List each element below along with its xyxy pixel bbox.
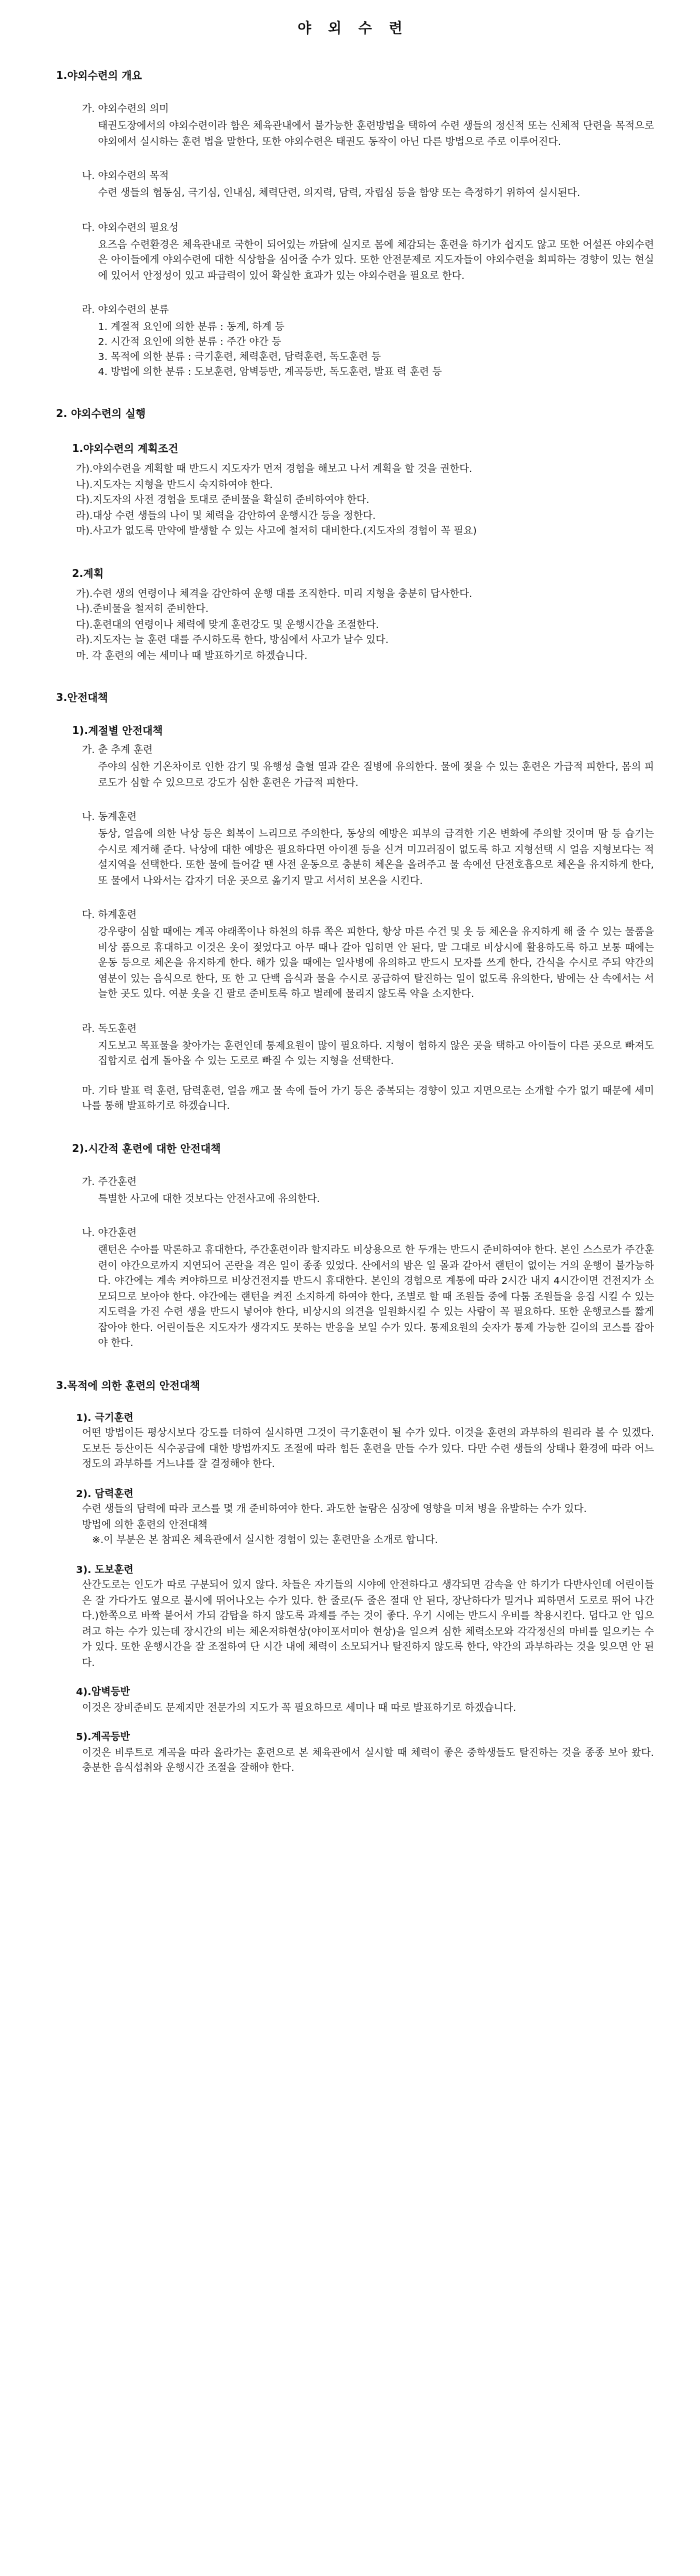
item-heading: 가. 주간훈련	[82, 1176, 137, 1188]
s3-purpose-item-5	[76, 1730, 654, 1777]
item-body: 지도보고 목표물을 찾아가는 훈련인데 통제요원이 많이 필요하다. 지형이 험하지 않은 곳을 택하고 아이들이 다른 곳으로 빠져도 집합지로 쉽게 돌아올 수 있는 도로로 빠질 수 있는 지형을 선택한다.	[98, 1040, 654, 1067]
section-3-heading: 3.안전대책	[56, 692, 108, 704]
item-heading: 3). 도보훈련	[76, 1564, 134, 1576]
item-body: 주야의 심한 기온차이로 인한 감기 및 유행성 출혈 열과 같은 질병에 유의한다. 물에 젖을 수 있는 훈련은 가급적 피한다, 몸의 피로도가 심할 수 있으므로 강도가 심한 훈련은 가급적 피한다.	[98, 762, 654, 789]
list-line: 2. 시간적 요인에 의한 분류 : 주간 야간 등	[98, 337, 282, 348]
s1-item-4	[82, 304, 654, 380]
item-heading: 5).계곡등반	[76, 1732, 130, 1743]
s2-plan-list	[76, 587, 654, 665]
item-body: 산간도로는 인도가 따로 구분되어 있지 않다. 차들은 자기들의 시야에 안전하다고 생각되면 감속을 안 하기가 다반사인데 어린이들은 잘 가다가도 옆으로 불시에 뛰어나오는 수가 있다. 한 줄로(두 줄은 절대 안 된다, 장난하다가 밀거나 피하면서 도로로 뛰어 나간다.)한쪽으로 바짝 붙어서 가되 감탑을 하지 않도록 과제를 주는 것이 좋다. 우기 시에는 반드시 우비를 착용시킨다. 덥다고 안 입으려고 하는 수가 있는데 장시간의 비는 체온저하현상(야이포서미아 현상)을 일으켜 심한 체력소모와 각각정신의 마비를 일으키는 수가 있다. 또한 운행시간을 잘 조절하여 단 시간 내에 체력이 소모되거나 탈진하지 않도록 한다, 약간의 과부하라는 것을 잊으면 안 된다.	[82, 1580, 654, 1669]
item-body: 이것은 장비준비도 문제지만 전문가의 지도가 꼭 필요하므로 세미나 때 따로 발표하기로 하겠습니다.	[82, 1702, 517, 1714]
item-body: 이것은 비루트로 계곡을 따라 올라가는 훈련으로 본 체육관에서 실시할 때 체력이 좋은 중학생들도 탈진하는 것을 종종 보아 왔다. 충분한 음식섭취와 운행시간 조절을 잘해야 한다.	[82, 1747, 654, 1774]
item-heading: 1). 극기훈련	[76, 1412, 134, 1424]
list-line: 나).준비물을 철저히 준비한다.	[76, 604, 209, 615]
s3-purpose-item-3	[76, 1563, 654, 1672]
s2-plan-heading: 2.계획	[72, 567, 104, 580]
list-line: 라).지도자는 늘 훈련 대를 주시하도록 한다, 방심에서 사고가 날수 있다.	[76, 635, 389, 646]
s1-item-3	[82, 222, 654, 285]
item-heading: 4).암벽등반	[76, 1687, 130, 1698]
item-extra-note: ※.이 부분은 본 참피온 체육관에서 실시한 경험이 있는 훈련만을 소개로 합니다.	[92, 1535, 438, 1546]
item-heading: 다. 하계훈련	[82, 910, 137, 921]
item-heading: 라. 독도훈련	[82, 1023, 137, 1035]
list-line: 가).야외수련을 계획할 때 반드시 지도자가 먼저 경험을 해보고 나서 계획을 할 것을 권한다.	[76, 464, 473, 475]
item-body: 수련 생들의 담력에 따라 코스를 몇 개 준비하여야 한다. 과도한 놀람은 심장에 영향을 미쳐 병을 유발하는 수가 있다.	[82, 1504, 587, 1515]
s1-item-2	[82, 170, 654, 202]
s3-time-item-1	[82, 1176, 654, 1208]
list-line: 다).훈련대의 연령이나 체력에 맞게 훈련강도 및 운행시간을 조절한다.	[76, 619, 379, 631]
list-line: 나).지도자는 지형을 반드시 숙지하여야 한다.	[76, 479, 273, 491]
s3-seasonal-item-3	[82, 909, 654, 1003]
s3-time-heading: 2).시간적 훈련에 대한 안전대책	[72, 1142, 221, 1155]
note-text: 마. 기타 발표 력 훈련, 담력훈련, 얼음 깨고 물 속에 들어 가기 등은 중복되는 경향이 있고 지면으로는 소개할 수가 없기 때문에 세미나를 통해 발표하기로 하겠습니다.	[82, 1085, 654, 1112]
list-line: 가).수련 생의 연령이나 체격을 감안하여 운행 대를 조직한다. 미리 지형을 충분히 답사한다.	[76, 588, 473, 600]
s3-seasonal-item-2	[82, 811, 654, 889]
item-body: 특별한 사고에 대한 것보다는 안전사고에 유의한다.	[98, 1193, 320, 1205]
item-body: 어떤 방법이든 평상시보다 강도를 더하여 실시하면 그것이 극기훈련이 될 수가 있다. 이것을 훈련의 과부하의 원리라 볼 수 있겠다. 도보든 등산이든 식수공급에 대한 방법까지도 조절에 따라 힘든 훈련을 만들 수가 있다. 다만 수련 생들의 상태나 환경에 따라 어느 정도의 과부하를 거느냐를 잘 결정해야 한다.	[82, 1428, 654, 1470]
s3-seasonal-item-1	[82, 744, 654, 791]
document-title: 야 외 수 련	[297, 21, 409, 37]
section-1-heading: 1.야외수련의 개요	[56, 70, 142, 82]
s1-item-1	[82, 103, 654, 150]
item-body: 동상, 얼음에 의한 낙상 등은 회복이 느리므로 주의한다, 동상의 예방은 피부의 급격한 기온 변화에 주의할 것이며 땀 등 습기는 수시로 제거해 준다. 낙상에 대한 예방은 필요하다면 아이젠 등을 신겨 미끄러짐이 없도록 하고 지형선택 시 얼음 지형보다는 적설지역을 선택한다. 또한 물에 들어갈 땐 사전 운동으로 충분히 체온을 올려주고 물 속에선 단전호흡으로 체온을 유지하게 한다, 또 물에서 나와서는 갑자기 더운 곳으로 옮기지 말고 서서히 보온을 시킨다.	[98, 829, 654, 887]
list-line: 1. 계절적 요인에 의한 분류 : 동계, 하계 등	[98, 322, 285, 333]
item-heading: 나. 야외수련의 목적	[82, 171, 169, 182]
item-body: 랜턴은 수아를 막론하고 휴대한다, 주간훈련이라 할지라도 비상용으로 한 두개는 반드시 준비하여야 한다. 본인 스스로가 주간훈련이 야간으로까지 지연되어 곤란을 격은 일이 종종 있었다. 산에서의 밤은 일 몰과 같아서 랜턴이 없이는 거의 운행이 불가능하다. 야간에는 계속 켜야하므로 비상건전지를 반드시 휴대한다. 본인의 경험으로 계통에 따라 2시간 내지 4시간이면 건전지가 소모되므로 보아야 한다. 야간에는 랜턴을 켜진 소지하게 하여야 한다, 조별로 할 때 조원들 중에 다툼 조원들을 응집 시킬 수 있는 지도력을 가진 수련 생을 반드시 넣어야 한다, 비상시의 의견을 일원화시킬 수 있는 사람이 꼭 필요하다. 또한 운행코스를 짧게 잡아야 한다. 어린이들은 지도자가 생각지도 못하는 반응을 보일 수가 있다. 통제요원의 숫자가 통제 가능한 길이의 코스를 잡아야 한다.	[98, 1245, 654, 1349]
list-line: 3. 목적에 의한 분류 : 극기훈련, 체력훈련, 담력훈련, 독도훈련 등	[98, 352, 381, 363]
s3-seasonal-item-4	[82, 1023, 654, 1070]
s3-seasonal-note	[82, 1084, 654, 1115]
s3-purpose-item-2	[76, 1487, 654, 1549]
item-heading: 가. 야외수련의 의미	[82, 104, 169, 115]
item-body: 수련 생들의 협동심, 극기심, 인내심, 체력단련, 의지력, 담력, 자립심 등을 함양 또는 측정하기 위하여 실시된다.	[98, 188, 581, 199]
item-heading: 2). 담력훈련	[76, 1488, 134, 1500]
section-2-heading: 2. 야외수련의 실행	[56, 408, 146, 420]
s2-planning-list	[76, 462, 654, 540]
item-body: 강우량이 심할 때에는 계곡 야래쪽이나 하천의 하류 쪽은 피한다, 항상 마른 수건 및 옷 등 체온을 유지하게 해 줄 수 있는 물품을 비상 품으로 휴대하고 이것은 옷이 젖었다고 아무 때나 갈아 입히면 안 된다, 말 그대로 비상시에 활용하도록 하고 보통 때에는 운동 등으로 체온을 유지하게 한다. 해가 있을 때에는 일사병에 유의하고 반드시 모자를 쓰게 한다, 간식을 수시로 주되 약간의 염분이 있는 음식으로 한다, 또 한 고 단백 음식과 물을 수시로 공급하여 탈진하는 일이 없도록 유의한다, 밤에는 산 속에서는 서늘한 곳도 있다. 여분 옷을 긴 팔로 준비토록 하고 벌레에 물리지 않도록 약을 소지한다.	[98, 927, 654, 1000]
s2-planning-heading: 1.야외수련의 계획조건	[72, 443, 179, 455]
list-line: 4. 방법에 의한 분류 : 도보훈련, 암벽등반, 계곡등반, 독도훈련, 발표 력 훈련 등	[98, 367, 442, 378]
list-line: 마. 각 훈련의 예는 세미나 때 발표하기로 하겠습니다.	[76, 650, 308, 662]
item-heading: 가. 춘 추계 훈련	[82, 745, 153, 756]
item-body: 요즈음 수련환경은 체육관내로 국한이 되어있는 까닭에 실지로 몸에 체감되는 훈련을 하기가 쉽지도 않고 또한 어설픈 야외수련은 아이들에게 야외수련에 대한 식상함을 심어줄 수가 있다. 또한 안전문제로 지도자들이 야외수련을 회피하는 경향이 있는 현실에 있어서 안정성이 있고 파급력이 있어 확실한 효과가 있는 야외수련을 필요로 한다.	[98, 239, 654, 282]
item-heading: 나. 동계훈련	[82, 812, 137, 823]
item-extra: 방법에 의한 훈련의 안전대책	[82, 1519, 208, 1531]
item-body: 태권도장에서의 야외수련이라 함은 체육관내에서 불가능한 훈련방법을 택하여 수련 생들의 정신적 또는 신체적 단련을 목적으로 야외에서 실시하는 훈련 법을 말한다, 또한 야외수련은 태권도 동작이 아닌 다른 방법으로 주로 이루어진다.	[98, 121, 654, 148]
item-heading: 다. 야외수련의 필요성	[82, 222, 179, 234]
item-heading: 라. 야외수련의 분류	[82, 305, 169, 316]
s3-purpose-item-4	[76, 1685, 654, 1716]
item-heading: 나. 야간훈련	[82, 1228, 137, 1239]
s3-seasonal-heading: 1).계절별 안전대책	[72, 725, 163, 737]
list-line: 마).사고가 없도록 만약에 발생할 수 있는 사고에 철저히 대비한다.(지도자의 경험이 꼭 필요)	[76, 526, 477, 537]
list-line: 라).대상 수련 생들의 나이 및 체력을 감안하여 운행시간 등을 정한다.	[76, 510, 376, 522]
s3-purpose-heading: 3.목적에 의한 훈련의 안전대책	[56, 1379, 200, 1392]
list-line: 다).지도자의 사전 경험을 토대로 준비물을 확실히 준비하여야 한다.	[76, 495, 370, 506]
s3-purpose-item-1	[76, 1411, 654, 1473]
s3-time-item-2	[82, 1227, 654, 1352]
